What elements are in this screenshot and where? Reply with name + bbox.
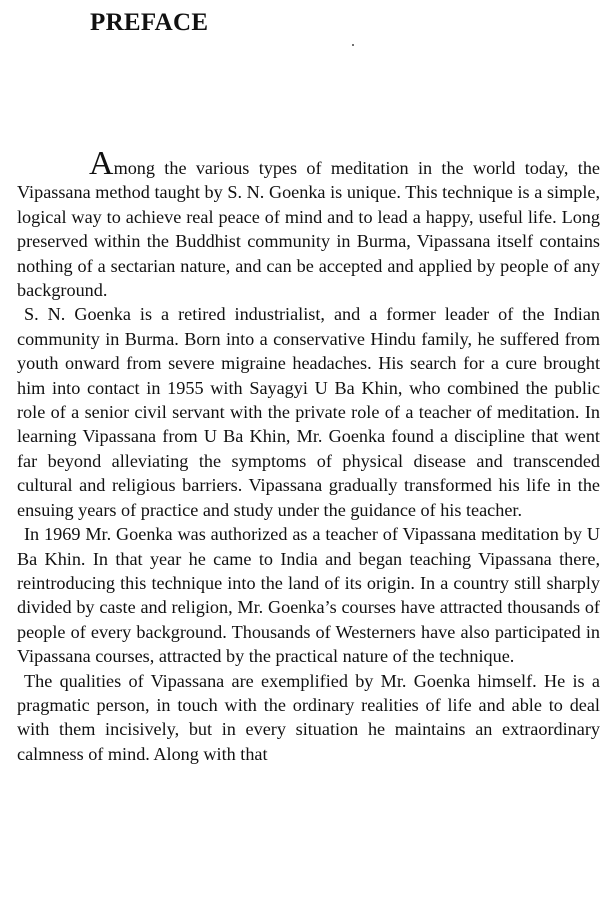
- drop-cap: A: [89, 145, 114, 182]
- paragraph-4: The qualities of Vipassana are exemplified by Mr. Goenka himself. He is a pragmatic person, in touch with the ordinary realities of life and able to deal with them incisively, but in every situation he maintains an extraordinary calmness of mind. Along with that: [17, 670, 600, 764]
- preface-body: [17, 145, 600, 766]
- paragraph-1: [17, 145, 600, 302]
- paragraph-1-text: mong the various types of meditation in the world today, the Vipassana method taught by S. N. Goenka is unique. This technique is a simple, logical way to achieve real peace of mind and to lead a happy, useful life. Long preserved within the Buddhist community in Burma, Vipassana itself contains nothing of a sectarian nature, and can be accepted and applied by people of any background.: [17, 158, 600, 301]
- print-speck: [352, 44, 354, 46]
- paragraph-3: In 1969 Mr. Goenka was authorized as a teacher of Vipassana meditation by U Ba Khin. In that year he came to India and began teaching Vipassana there, reintroducing this technique into the land of its origin. In a country still sharply divided by caste and religion, Mr. Goenka’s courses have attracted thousands of people of every background. Thousands of Westerners have also participated in Vipassana courses, attracted by the practical nature of the technique.: [17, 524, 600, 667]
- paragraph-2: S. N. Goenka is a retired industrialist, and a former leader of the Indian community in Burma. Born into a conservative Hindu family, he suffered from youth onward from severe migraine headaches. His search for a cure brought him into contact in 1955 with Sayagyi U Ba Khin, who combined the public role of a senior civil servant with the private role of a teacher of meditation. In learning Vipassana from U Ba Khin, Mr. Goenka found a discipline that went far beyond alleviating the symptoms of physical disease and transcended cultural and religious barriers. Vipassana gradually transformed his life in the ensuing years of practice and study under the guidance of his teacher.: [17, 304, 600, 520]
- page-title: PREFACE: [90, 9, 209, 36]
